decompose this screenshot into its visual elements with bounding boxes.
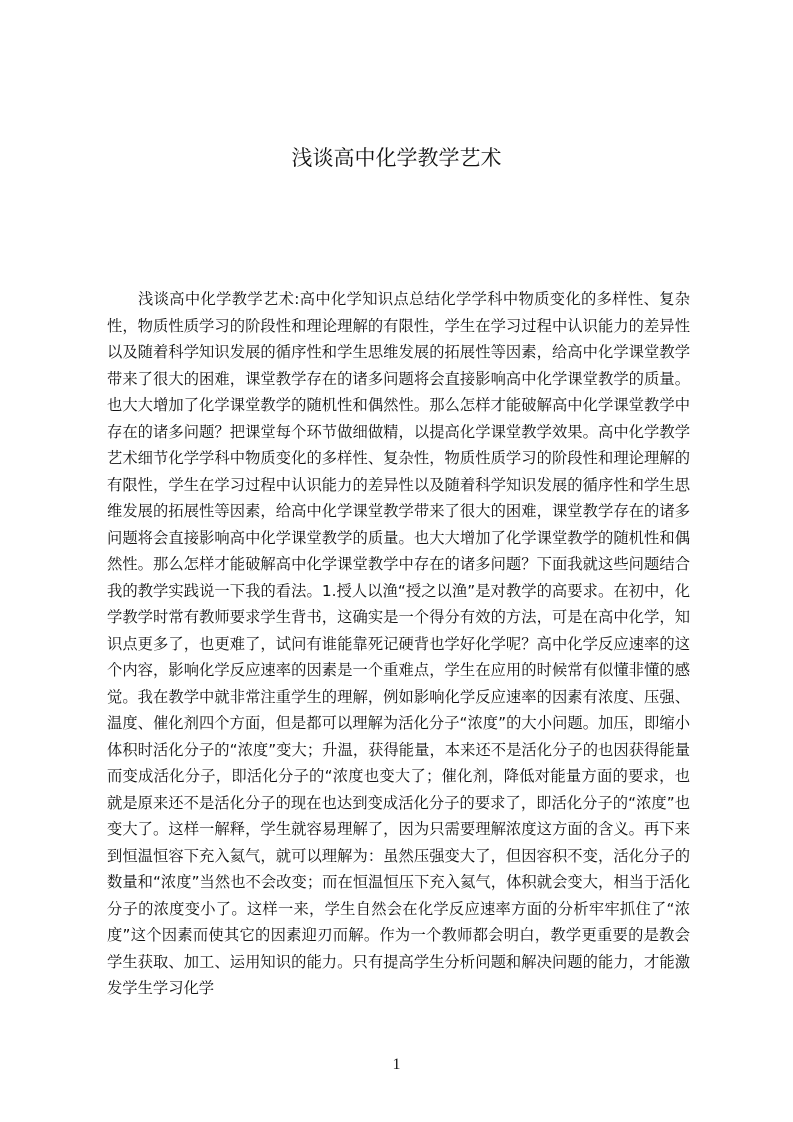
body-paragraph: 浅谈高中化学教学艺术:高中化学知识点总结化学学科中物质变化的多样性、复杂性，物质性质学习的阶段性和理论理解的有限性，学生在学习过程中认识能力的差异性以及随着科学知识发展的循序性和学生思维发展的拓展性等因素，给高中化学课堂教学带来了很大的困难，课堂教学存在的诸多问题将会直接影响高中化学课堂教学的质量。也大大增加了化学课堂教学的随机性和偶然性。那么怎样才能破解高中化学课堂教学中存在的诸多问题？把课堂每个环节做细做精，以提高化学课堂教学效果。高中化学教学艺术细节化学学科中物质变化的多样性、复杂性，物质性质学习的阶段性和理论理解的有限性，学生在学习过程中认识能力的差异性以及随着科学知识发展的循序性和学生思维发展的拓展性等因素，给高中化学课堂教学带来了很大的困难，课堂教学存在的诸多问题将会直接影响高中化学课堂教学的质量。也大大增加了化学课堂教学的随机性和偶然性。那么怎样才能破解高中化学课堂教学中存在的诸多问题？下面我就这些问题结合我的教学实践说一下我的看法。1.授人以渔“授之以渔”是对教学的高要求。在初中，化学教学时常有教师要求学生背书，这确实是一个得分有效的方法，可是在高中化学，知识点更多了，也更难了，试问有谁能靠死记硬背也学好化学呢？高中化学反应速率的这个内容，影响化学反应速率的因素是一个重难点，学生在应用的时候常有似懂非懂的感觉。我在教学中就非常注重学生的理解，例如影响化学反应速率的因素有浓度、压强、温度、催化剂四个方面，但是都可以理解为活化分子“浓度”的大小问题。加压，即缩小体积时活化分子的“浓度”变大；升温，获得能量，本来还不是活化分子的也因获得能量而变成活化分子，即活化分子的“浓度也变大了；催化剂，降低对能量方面的要求，也就是原来还不是活化分子的现在也达到变成活化分子的要求了，即活化分子的“浓度”也变大了。这样一解释，学生就容易理解了，因为只需要理解浓度这方面的含义。再下来到恒温恒容下充入氦气，就可以理解为：虽然压强变大了，但因容积不变，活化分子的数量和“浓度”当然也不会改变；而在恒温恒压下充入氦气，体积就会变大，相当于活化分子的浓度变小了。这样一来，学生自然会在化学反应速率方面的分析牢牢抓住了“浓度”这个因素而使其它的因素迎刃而解。作为一个教师都会明白，教学更重要的是教会学生获取、加工、运用知识的能力。只有提高学生分析问题和解决问题的能力，才能激发学生学习化学 xyxy=(107,290,690,997)
page-number: 1 xyxy=(392,1056,401,1073)
document-title: 浅谈高中化学教学艺术 xyxy=(291,146,502,170)
